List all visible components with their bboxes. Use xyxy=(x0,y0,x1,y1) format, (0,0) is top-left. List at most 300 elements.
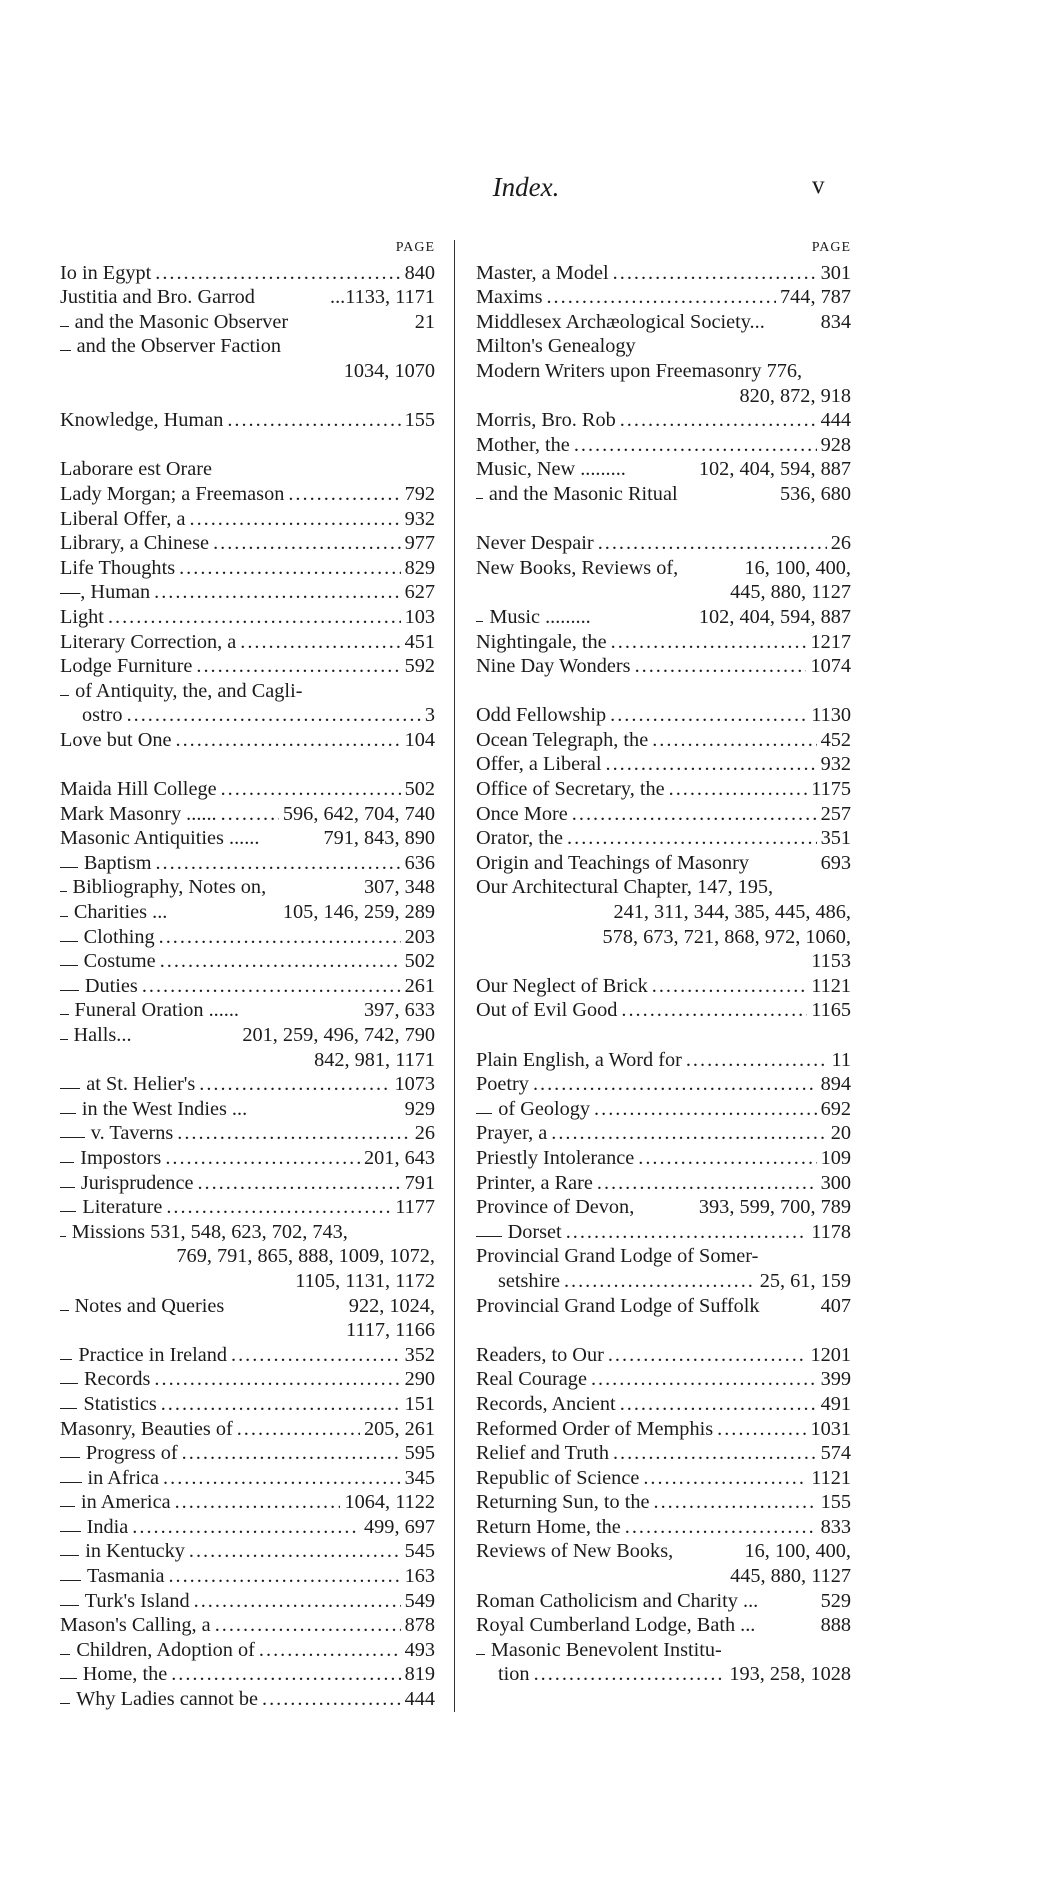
entry-subject xyxy=(476,777,665,802)
entry-pages: 932 xyxy=(404,507,435,530)
entry-subject-text: Orator, the xyxy=(476,827,564,850)
index-entry xyxy=(476,1515,851,1540)
entry-pages: 25, 61, 159 xyxy=(759,1269,851,1292)
index-entry xyxy=(476,408,851,433)
index-entry xyxy=(476,1048,851,1073)
entry-subject-text: Out of Evil Good xyxy=(476,999,618,1022)
entry-subject xyxy=(86,1072,195,1097)
dot-leader xyxy=(154,580,400,605)
entry-subject xyxy=(85,974,138,999)
entry-subject-text: Return Home, the xyxy=(476,1515,621,1538)
repeat-dash xyxy=(60,1383,78,1384)
index-entry-continuation xyxy=(476,949,851,974)
entry-subject-text: Home, the xyxy=(82,1663,168,1686)
index-entry xyxy=(476,433,851,458)
entry-pages: 105, 146, 259, 289 xyxy=(282,901,435,924)
dot-leader xyxy=(161,1392,401,1417)
entry-subject-text: Maxims xyxy=(476,286,543,309)
index-entry xyxy=(60,1072,435,1097)
dot-leader xyxy=(534,1662,726,1687)
entry-pages: 1217 xyxy=(810,630,851,653)
entry-subject-text: at St. Helier's xyxy=(86,1073,196,1096)
index-entry xyxy=(60,1294,435,1319)
entry-subject xyxy=(75,310,288,335)
repeat-dash xyxy=(60,1506,75,1507)
entry-subject xyxy=(60,1417,233,1442)
entry-subject-text: Io in Egypt xyxy=(60,261,152,284)
entry-pages: 1117, 1166 xyxy=(345,1319,435,1342)
dot-leader xyxy=(197,1171,400,1196)
repeat-dash xyxy=(60,1014,69,1015)
entry-subject-text: Province of Devon, xyxy=(476,1196,635,1219)
index-entry xyxy=(60,802,435,827)
index-entry xyxy=(476,1195,851,1220)
entry-subject xyxy=(476,556,678,581)
entry-pages: 842, 981, 1171 xyxy=(314,1048,435,1071)
index-entry xyxy=(60,728,435,753)
entry-subject xyxy=(476,310,765,335)
index-entry-continuation xyxy=(476,925,851,950)
entry-pages: 393, 599, 700, 789 xyxy=(698,1196,851,1219)
entry-subject-text: Mark Masonry ...... xyxy=(60,802,217,825)
entry-pages: 878 xyxy=(404,1614,435,1637)
entry-subject-text: of Geology xyxy=(498,1097,591,1120)
entry-pages: 922, 1024, xyxy=(348,1294,435,1317)
entry-subject-text: Plain English, a Word for xyxy=(476,1048,682,1071)
dot-leader xyxy=(591,1367,817,1392)
entry-subject-text: Impostors xyxy=(80,1146,162,1169)
dot-leader xyxy=(611,630,807,655)
index-entry xyxy=(60,1564,435,1589)
entry-pages: 929 xyxy=(404,1097,435,1120)
entry-pages: 102, 404, 594, 887 xyxy=(698,605,851,628)
entry-pages: 549 xyxy=(404,1589,435,1612)
dot-leader xyxy=(613,261,817,286)
entry-pages: 201, 643 xyxy=(364,1146,435,1169)
entry-pages: 894 xyxy=(820,1073,851,1096)
dot-leader xyxy=(598,531,827,556)
index-entry xyxy=(60,261,435,286)
entry-subject-text: Charities ... xyxy=(73,901,168,924)
entry-pages: 829 xyxy=(404,556,435,579)
entry-pages: 574 xyxy=(820,1442,851,1465)
index-entry xyxy=(476,1121,851,1146)
entry-pages: 241, 311, 344, 385, 445, 486, xyxy=(613,901,851,924)
entry-subject-text: setshire xyxy=(498,1269,560,1292)
entry-subject xyxy=(73,875,267,900)
entry-subject xyxy=(60,630,236,655)
entry-subject-text: Origin and Teachings of Masonry xyxy=(476,851,750,874)
dot-leader xyxy=(155,261,400,286)
entry-subject-text: Statistics xyxy=(83,1392,157,1415)
entry-subject xyxy=(476,1072,529,1097)
dot-leader xyxy=(643,1466,807,1491)
entry-subject-text: Laborare est Orare xyxy=(60,458,213,481)
index-entry xyxy=(476,1343,851,1368)
dot-leader xyxy=(635,654,807,679)
entry-pages: 352 xyxy=(404,1343,435,1366)
entry-subject xyxy=(476,531,594,556)
dot-leader xyxy=(638,1146,816,1171)
entry-pages: 103 xyxy=(404,605,435,628)
index-entry xyxy=(60,1195,435,1220)
entry-subject xyxy=(60,777,217,802)
index-entry xyxy=(476,998,851,1023)
dot-leader xyxy=(533,1072,817,1097)
entry-subject xyxy=(476,1171,593,1196)
entry-subject xyxy=(476,1048,682,1073)
index-entry xyxy=(476,1294,851,1319)
entry-pages: 636 xyxy=(404,851,435,874)
index-entry xyxy=(476,728,851,753)
dot-leader xyxy=(182,1441,401,1466)
dot-leader xyxy=(669,777,808,802)
entry-pages: 627 xyxy=(404,581,435,604)
entry-subject xyxy=(498,1269,560,1294)
repeat-dash xyxy=(60,1457,80,1458)
index-entry xyxy=(60,1023,435,1048)
entry-pages: 819 xyxy=(404,1663,435,1686)
index-entry xyxy=(60,1490,435,1515)
dot-leader xyxy=(621,998,807,1023)
entry-pages: 769, 791, 865, 888, 1009, 1072, xyxy=(176,1245,435,1268)
index-entry xyxy=(476,802,851,827)
entry-subject-text: ostro xyxy=(82,704,123,727)
dot-leader xyxy=(652,728,816,753)
entry-subject-text: Mother, the xyxy=(476,433,570,456)
entry-pages: 109 xyxy=(820,1146,851,1169)
index-column-left xyxy=(60,236,435,1712)
entry-pages: 1165 xyxy=(811,999,851,1022)
entry-pages: 502 xyxy=(404,778,435,801)
repeat-dash xyxy=(60,1531,81,1532)
index-entry xyxy=(60,1515,435,1540)
entry-gap xyxy=(476,679,851,704)
entry-subject xyxy=(476,1392,616,1417)
repeat-dash xyxy=(60,1187,75,1188)
entry-subject xyxy=(60,408,223,433)
entry-gap xyxy=(60,752,435,777)
dot-leader xyxy=(231,1343,401,1368)
page-column-label: PAGE xyxy=(395,240,435,255)
repeat-dash xyxy=(60,1359,72,1360)
entry-subject xyxy=(60,261,151,286)
entry-subject-text: Children, Adoption of xyxy=(76,1638,255,1661)
entry-subject-text: Office of Secretary, the xyxy=(476,778,665,801)
dot-leader xyxy=(160,949,401,974)
entry-subject-text: Royal Cumberland Lodge, Bath ... xyxy=(476,1614,756,1637)
entry-subject-text: Middlesex Archæological Society... xyxy=(476,310,765,333)
entry-subject-text: Halls... xyxy=(73,1024,132,1046)
entry-subject xyxy=(86,1441,178,1466)
entry-pages: 26 xyxy=(414,1122,435,1145)
repeat-dash xyxy=(60,1310,69,1311)
entry-subject-text: Library, a Chinese xyxy=(60,532,210,555)
entry-pages: 529 xyxy=(820,1589,851,1612)
entry-pages: 20 xyxy=(830,1122,851,1145)
entry-subject-text: Readers, to Our xyxy=(476,1343,604,1366)
entry-pages: 201, 259, 496, 742, 790 xyxy=(242,1024,435,1046)
index-entry-continuation xyxy=(60,1244,435,1269)
index-entry xyxy=(60,408,435,433)
entry-pages: 397, 633 xyxy=(364,999,435,1022)
dot-leader xyxy=(196,654,400,679)
entry-subject xyxy=(476,433,570,458)
entry-pages: 21 xyxy=(414,310,435,333)
entry-pages: 104 xyxy=(404,728,435,751)
page-column-label: PAGE xyxy=(811,240,851,255)
entry-subject-text: Life Thoughts xyxy=(60,556,176,579)
index-entry xyxy=(60,482,435,507)
dot-leader xyxy=(237,1417,360,1442)
entry-subject-text: Justitia and Bro. Garrod xyxy=(60,286,255,309)
index-entry xyxy=(60,900,435,925)
entry-pages: 451 xyxy=(404,630,435,653)
repeat-dash xyxy=(60,1654,70,1655)
dot-leader xyxy=(163,1466,401,1491)
entry-gap xyxy=(60,433,435,458)
entry-subject xyxy=(476,1589,758,1614)
repeat-dash xyxy=(60,941,78,942)
entry-pages: 493 xyxy=(404,1638,435,1661)
repeat-dash xyxy=(60,990,79,991)
entry-subject xyxy=(491,1638,722,1663)
dot-leader xyxy=(610,703,807,728)
dot-leader xyxy=(175,1490,341,1515)
entry-subject xyxy=(476,728,648,753)
entry-pages: 536, 680 xyxy=(780,482,851,505)
dot-leader xyxy=(594,1097,817,1122)
entry-pages: 596, 642, 704, 740 xyxy=(282,802,435,825)
entry-subject xyxy=(476,1146,634,1171)
index-entry-continuation xyxy=(60,1318,435,1343)
index-entry xyxy=(60,654,435,679)
entry-pages: 545 xyxy=(404,1540,435,1563)
entry-pages: 1130 xyxy=(811,704,851,727)
entry-subject-text: Modern Writers upon Freemasonry 776, xyxy=(476,359,803,382)
entry-subject xyxy=(476,1367,587,1392)
dot-leader xyxy=(194,1589,401,1614)
entry-pages: 1153 xyxy=(811,950,851,973)
entry-pages: 1178 xyxy=(811,1220,851,1243)
index-entry xyxy=(476,875,851,900)
entry-subject xyxy=(81,1171,194,1196)
entry-subject xyxy=(476,654,631,679)
index-entry xyxy=(476,531,851,556)
entry-subject xyxy=(87,1564,164,1589)
dot-leader xyxy=(199,1072,390,1097)
entry-pages: 932 xyxy=(820,753,851,776)
index-entry xyxy=(60,949,435,974)
dot-leader xyxy=(606,752,817,777)
entry-pages: 1031 xyxy=(810,1417,851,1440)
entry-subject-text: tion xyxy=(498,1663,530,1686)
index-entry xyxy=(476,1417,851,1442)
entry-subject-text: Records xyxy=(83,1368,151,1391)
index-entry xyxy=(476,1220,851,1245)
repeat-dash xyxy=(476,1113,492,1114)
entry-subject xyxy=(476,1195,634,1220)
dot-leader xyxy=(155,851,400,876)
entry-subject xyxy=(60,580,150,605)
entry-pages: 578, 673, 721, 868, 972, 1060, xyxy=(602,925,851,948)
repeat-dash xyxy=(60,1580,81,1581)
entry-subject-text: and the Masonic Ritual xyxy=(488,482,678,505)
index-entry-continuation xyxy=(476,1564,851,1589)
entry-subject xyxy=(476,1515,621,1540)
entry-pages: 155 xyxy=(820,1491,851,1514)
entry-subject xyxy=(78,1343,227,1368)
index-entry xyxy=(476,605,851,630)
index-entry xyxy=(476,261,851,286)
entry-subject-text: Milton's Genealogy xyxy=(476,335,636,358)
dot-leader xyxy=(159,925,401,950)
entry-subject-text: Literary Correction, a xyxy=(60,630,237,653)
entry-subject xyxy=(72,1220,348,1245)
entry-subject xyxy=(74,1023,132,1048)
entry-subject-text: Nightingale, the xyxy=(476,630,607,653)
dot-leader xyxy=(597,1171,817,1196)
index-entry-continuation xyxy=(60,1269,435,1294)
entry-subject-text: Once More xyxy=(476,802,568,825)
index-entry xyxy=(60,457,435,482)
entry-subject-text: Offer, a Liberal xyxy=(476,753,602,776)
dot-leader xyxy=(564,1269,756,1294)
entry-pages: 155 xyxy=(404,409,435,432)
entry-subject xyxy=(76,1638,255,1663)
entry-subject xyxy=(60,1613,211,1638)
entry-pages: 1064, 1122 xyxy=(344,1491,435,1514)
index-entry xyxy=(60,1220,435,1245)
entry-pages: 502 xyxy=(404,950,435,973)
index-entry xyxy=(60,826,435,851)
entry-subject-text: Nine Day Wonders xyxy=(476,655,631,678)
index-entry-continuation xyxy=(60,359,435,384)
entry-subject-text: Masonic Antiquities ...... xyxy=(60,827,260,850)
entry-subject xyxy=(508,1220,562,1245)
entry-subject-text: Baptism xyxy=(83,851,152,874)
dot-leader xyxy=(165,1146,360,1171)
entry-subject-text: Tasmania xyxy=(87,1565,165,1588)
entry-gap xyxy=(476,507,851,532)
index-entry xyxy=(476,1589,851,1614)
repeat-dash xyxy=(60,1408,77,1409)
entry-subject xyxy=(60,728,172,753)
dot-leader xyxy=(176,728,401,753)
entry-gap xyxy=(60,384,435,409)
entry-subject xyxy=(87,1515,129,1540)
entry-pages: 351 xyxy=(820,827,851,850)
entry-pages: 399 xyxy=(820,1368,851,1391)
dot-leader xyxy=(625,1515,817,1540)
index-entry xyxy=(476,1662,851,1687)
index-entry xyxy=(476,777,851,802)
entry-pages: 407 xyxy=(820,1294,851,1317)
dot-leader xyxy=(613,1441,817,1466)
dot-leader xyxy=(221,777,401,802)
index-entry xyxy=(476,974,851,999)
entry-subject xyxy=(60,531,209,556)
entry-subject-text: of Antiquity, the, and Cagli- xyxy=(75,679,303,702)
entry-subject xyxy=(81,1490,171,1515)
entry-subject-text: Jurisprudence xyxy=(80,1171,194,1194)
repeat-dash xyxy=(60,867,78,868)
entry-pages: 791, 843, 890 xyxy=(323,827,435,850)
entry-pages: 491 xyxy=(820,1392,851,1415)
dot-leader xyxy=(652,974,807,999)
index-entry xyxy=(60,1613,435,1638)
index-entry xyxy=(60,285,435,310)
entry-pages: 833 xyxy=(820,1515,851,1538)
dot-leader xyxy=(717,1417,806,1442)
entry-pages: 792 xyxy=(404,482,435,505)
index-entry xyxy=(476,654,851,679)
entry-subject xyxy=(476,1343,604,1368)
entry-subject xyxy=(476,334,636,359)
entry-pages: 444 xyxy=(404,1688,435,1711)
entry-pages: 290 xyxy=(404,1368,435,1391)
entry-subject-text: Morris, Bro. Rob xyxy=(476,409,616,432)
entry-pages: 301 xyxy=(820,261,851,284)
entry-pages: 499, 697 xyxy=(364,1515,435,1538)
entry-subject xyxy=(84,925,155,950)
entry-pages: 452 xyxy=(820,728,851,751)
entry-subject-text: Prayer, a xyxy=(476,1122,548,1145)
index-entry xyxy=(60,1539,435,1564)
entry-pages: 300 xyxy=(820,1171,851,1194)
entry-subject xyxy=(476,1490,650,1515)
index-entry xyxy=(476,285,851,310)
entry-subject xyxy=(476,1294,760,1319)
entry-subject xyxy=(91,1121,174,1146)
dot-leader xyxy=(171,1662,400,1687)
index-entry xyxy=(476,457,851,482)
entry-subject-text: Masonic Benevolent Institu- xyxy=(490,1638,722,1661)
entry-subject xyxy=(476,851,749,876)
dot-leader xyxy=(179,556,400,581)
entry-pages: 102, 404, 594, 887 xyxy=(698,458,851,481)
index-entry-continuation xyxy=(476,900,851,925)
entry-subject-text: Love but One xyxy=(60,728,172,751)
entry-subject-text: Knowledge, Human xyxy=(60,409,224,432)
index-entry xyxy=(476,1613,851,1638)
index-entry xyxy=(60,998,435,1023)
entry-subject-text: Practice in Ireland xyxy=(78,1343,228,1366)
entry-subject-text: Returning Sun, to the xyxy=(476,1491,650,1514)
column-divider xyxy=(454,240,455,1712)
entry-subject-text: Provincial Grand Lodge of Somer- xyxy=(476,1245,759,1268)
dot-leader xyxy=(546,285,776,310)
entry-pages: 3 xyxy=(424,704,435,727)
entry-subject-text: Progress of xyxy=(85,1442,178,1465)
entry-subject-text: in Africa xyxy=(87,1466,160,1489)
entry-pages: 261 xyxy=(404,974,435,997)
dot-leader xyxy=(567,826,817,851)
index-entry xyxy=(476,1146,851,1171)
index-entry xyxy=(476,482,851,507)
entry-subject xyxy=(84,851,152,876)
repeat-dash xyxy=(60,1605,79,1606)
entry-subject xyxy=(75,679,302,704)
entry-subject xyxy=(476,1244,758,1269)
entry-subject-text: Why Ladies cannot be xyxy=(76,1688,259,1711)
index-entry xyxy=(476,1269,851,1294)
entry-pages: 151 xyxy=(404,1392,435,1415)
index-entry xyxy=(60,1687,435,1712)
entry-subject xyxy=(476,1121,547,1146)
repeat-dash xyxy=(60,1162,74,1163)
entry-subject xyxy=(476,1613,755,1638)
